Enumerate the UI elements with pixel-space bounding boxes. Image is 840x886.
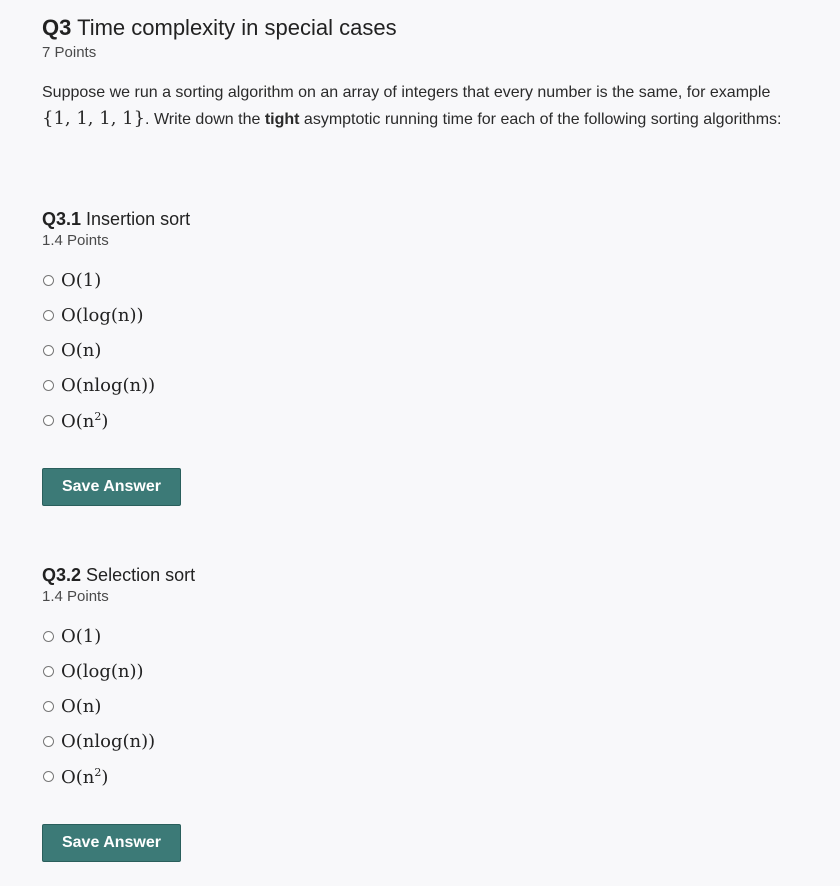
question-title-text: Time complexity in special cases [77,15,397,40]
option-o-n[interactable] [42,333,190,368]
option-label: O(n) [61,696,102,717]
subquestion-number: Q3.1 [42,209,82,229]
option-o-log-n[interactable] [42,654,195,689]
option-close: ) [101,410,109,432]
question-title [42,14,397,42]
subquestion-title [42,563,195,587]
option-label: O(log(n)) [61,305,144,326]
option-label: O(nlog(n)) [61,375,156,396]
option-o-nlog-n[interactable] [42,724,195,759]
subquestion-title-text: Selection sort [86,565,196,585]
option-label: O(n) [61,340,102,361]
option-base: O(n [61,410,95,432]
prompt-math: {1, 1, 1, 1} [42,108,146,129]
subquestion-q3-2 [42,563,195,794]
radio-button[interactable] [43,771,54,782]
option-o-nlog-n[interactable] [42,368,190,403]
option-base: O(n [61,766,95,788]
question-number: Q3 [42,15,72,40]
question-points: 7 Points [42,44,97,61]
prompt-text-2: . Write down the [145,111,265,128]
question-header [42,14,397,61]
option-o-log-n[interactable] [42,298,190,333]
option-o-n-squared[interactable] [42,403,190,438]
prompt-text-3: asymptotic running time for each of the following sorting algorithms: [299,111,782,128]
option-label: O(nlog(n)) [61,731,156,752]
question-prompt [42,80,802,133]
radio-button[interactable] [43,415,54,426]
subquestion-title-text: Insertion sort [86,209,191,229]
option-o-n-squared[interactable] [42,759,195,794]
option-close: ) [101,766,109,788]
subquestion-number: Q3.2 [42,565,82,585]
option-exponent: 2 [94,409,102,423]
radio-button[interactable] [43,345,54,356]
radio-button[interactable] [43,275,54,286]
prompt-text-1: Suppose we run a sorting algorithm on an array of integers that every number is the same, for example [42,84,771,101]
radio-button[interactable] [43,631,54,642]
prompt-bold: tight [264,111,300,128]
option-label [61,766,108,788]
option-o-1[interactable] [42,263,190,298]
subquestion-q3-1 [42,207,190,438]
option-o-n[interactable] [42,689,195,724]
radio-button[interactable] [43,310,54,321]
subquestion-points: 1.4 Points [42,588,109,605]
option-o-1[interactable] [42,619,195,654]
radio-button[interactable] [43,701,54,712]
option-exponent: 2 [94,765,102,779]
options-list [42,263,190,438]
option-label: O(1) [61,270,102,291]
options-list [42,619,195,794]
radio-button[interactable] [43,380,54,391]
option-label: O(log(n)) [61,661,144,682]
subquestion-points: 1.4 Points [42,232,109,249]
option-label: O(1) [61,626,102,647]
option-label [61,410,108,432]
save-answer-button[interactable]: Save Answer [42,824,181,862]
radio-button[interactable] [43,736,54,747]
save-answer-button[interactable]: Save Answer [42,468,181,506]
radio-button[interactable] [43,666,54,677]
subquestion-title [42,207,190,231]
